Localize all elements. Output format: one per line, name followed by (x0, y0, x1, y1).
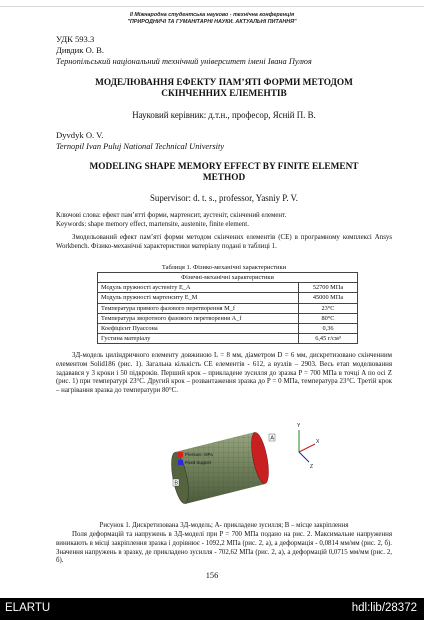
legend-swatch-red (178, 452, 183, 457)
legend-label-fixed: Fixed Support (185, 460, 212, 465)
table-row (98, 293, 358, 303)
axis-x-label: X (316, 439, 320, 445)
property-value: 6,45 г/см³ (299, 334, 358, 344)
table-header-row (98, 273, 358, 283)
keywords-en: Keywords: shape memory effect, martensite, austenite, finite element. (56, 221, 249, 228)
legend-item (178, 459, 213, 467)
affiliation-en: Ternopil Ivan Puluj National Technical University (56, 142, 225, 151)
axis-z-label: Z (310, 464, 314, 470)
axis-y-label: Y (297, 423, 301, 429)
handle-identifier[interactable]: hdl:lib/28372 (351, 602, 417, 614)
top-rule (0, 6, 424, 7)
axis-z-line (299, 452, 309, 462)
table-caption: Таблиця 1. Фізико-механічні характеристики (161, 264, 287, 271)
udc-code: УДК 593.3 (56, 34, 95, 44)
property-value: 80°C (299, 313, 358, 323)
table-row (98, 283, 358, 293)
property-name: Модуль пружності мартенситу E_M (98, 293, 299, 303)
table-row (98, 303, 358, 313)
conference-header (80, 12, 344, 26)
property-name: Густина матеріалу (98, 334, 299, 344)
property-name: Коефіцієнт Пуассона (98, 323, 299, 333)
table-row (98, 323, 358, 333)
title-en-line-2: METHOD (202, 173, 246, 183)
property-name: Температура прямого фазового перетворення M_f (98, 303, 299, 313)
marker-a: A (270, 435, 275, 442)
title-ua-line-1: МОДЕЛЮВАННЯ ЕФЕКТУ ПАМ’ЯТІ ФОРМИ МЕТОДОМ (95, 78, 353, 88)
supervisor-ua: Науковий керівник: д.т.н., професор, Ясній П. В. (132, 110, 316, 120)
model-description-paragraph: 3Д-модель циліндричного елементу довжиною L = 8 мм, діаметром D = 6 мм, дискретизовано скінченним елементом Solid186 (рис. 1). Загальна кількість СЕ елементів - 612, а вузлів – 2903. Весь етап моделювання задавався у 3 кроки і 50 підкроків. Перший крок – прикладене зусилля до зразка P = 700 МПа в точці A по осі Z (рис. 1) при температурі 23°С. Другий крок – розвантаження зразка до P = 0 МПа, температура 23°С. Третій крок – нагрівання зразка до температури 80°С. (56, 352, 392, 395)
figure-caption: Рисунок 1. Дискретизована 3Д-модель; A- прикладене зусилля; B – місце закріплення (99, 522, 349, 529)
title-en-line-1: MODELING SHAPE MEMORY EFFECT BY FINITE ELEMENT (89, 162, 359, 172)
marker-b: B (174, 480, 179, 487)
intro-paragraph: Змодельований ефект пам’яті форми методом скінчених елементів (СЕ) в програмному комплексі Ansys Workbench. Фізико-механічні характеристики матеріалу подані в таблиці 1. (56, 234, 392, 250)
properties-table (97, 272, 358, 344)
legend-item (178, 451, 213, 459)
legend-swatch-blue (178, 460, 183, 465)
axis-x-line (299, 444, 315, 452)
property-name: Температура зворотного фазового перетворення A_f (98, 313, 299, 323)
property-name: Модуль пружності аустеніту E_A (98, 283, 299, 293)
author-ua: Дивдик О. В. (56, 45, 104, 55)
results-paragraph: Поля деформацій та напружень в 3Д-моделі при P = 700 МПа подано на рис. 2. Максимальне напруження виникають в місці закріплення зразка і дорівнює - 1092,2 МПа (рис. 2, а), а деформація - 0,0814 мм/мм (рис. 2, б). Значення напружень в зразку, де прикладено зусилля - 702,62 МПа (рис. 2, а), а деформацій 0,0715 мм/мм (рис. 2, б). (56, 531, 392, 565)
supervisor-en: Supervisor: d. t. s., professor, Yasniy P. V. (150, 193, 298, 203)
conference-line-1: II Міжнародна студентська науково - технічна конференція (129, 12, 295, 18)
repository-name[interactable]: ELARTU (5, 602, 51, 614)
page-number: 156 (205, 571, 219, 580)
table-row (98, 334, 358, 344)
figure-legend (178, 451, 213, 467)
affiliation-ua: Тернопільський національний технічний університет імені Івана Пулюя (56, 57, 312, 66)
property-value: 0,36 (299, 323, 358, 333)
repository-footer-bar (0, 598, 424, 620)
legend-label-pressure: Pressure: MPa (185, 452, 213, 457)
table-header-cell: Фізичні-механічні характеристики (98, 273, 358, 283)
table-row (98, 313, 358, 323)
property-value: 23°C (299, 303, 358, 313)
property-value: 52700 МПа (299, 283, 358, 293)
title-ua-line-2: СКІНЧЕННИХ ЕЛЕМЕНТІВ (161, 89, 287, 99)
keywords-ua: Ключові слова: ефект пам’ятті форми, мартенсит, аустеніт, скінчений елемент. (56, 212, 287, 219)
author-en: Dyvdyk O. V. (56, 130, 104, 140)
property-value: 45000 МПа (299, 293, 358, 303)
conference-line-2: "ПРИРОДНИЧІ ТА ГУМАНІТАРНІ НАУКИ. АКТУАЛЬНІ ПИТАННЯ" (127, 19, 297, 25)
